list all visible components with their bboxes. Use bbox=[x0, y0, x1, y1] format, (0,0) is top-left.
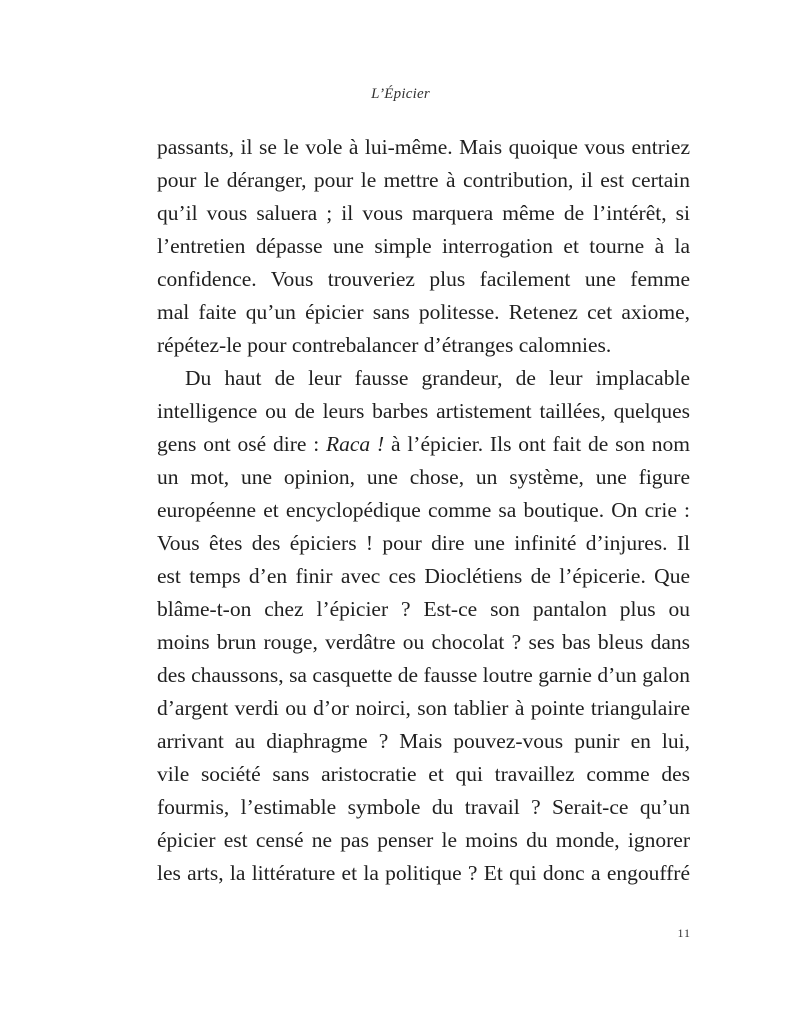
text-line: répétez-le pour contrebalancer d’étranges calomnies. bbox=[157, 333, 612, 357]
text-line: Vous êtes des épiciers ! pour dire une infinité d’injures. Il bbox=[157, 531, 690, 555]
text-line: européenne et encyclopédique comme sa boutique. On crie : bbox=[157, 498, 690, 522]
text-line: Du haut de leur fausse grandeur, de leur implacable bbox=[185, 366, 690, 390]
text-line: des chaussons, sa casquette de fausse loutre garnie d’un galon bbox=[157, 663, 690, 687]
text-line: les arts, la littérature et la politique ? Et qui donc a engouffré bbox=[157, 861, 690, 885]
page-number: 11 bbox=[677, 926, 691, 940]
text-line: intelligence ou de leurs barbes artistement taillées, quelques bbox=[157, 399, 690, 423]
text-line: confidence. Vous trouveriez plus facilement une femme bbox=[157, 267, 690, 291]
text-segment: à l’épicier. Ils ont fait de son nom bbox=[384, 432, 690, 456]
text-line: vile société sans aristocratie et qui travaillez comme des bbox=[157, 762, 690, 786]
text-line: blâme-t-on chez l’épicier ? Est-ce son pantalon plus ou bbox=[157, 597, 690, 621]
text-line: un mot, une opinion, une chose, un système, une figure bbox=[157, 465, 690, 489]
text-line: l’entretien dépasse une simple interrogation et tourne à la bbox=[157, 234, 690, 258]
text-line-with-italic bbox=[157, 428, 690, 461]
paragraph-2 bbox=[157, 362, 690, 890]
text-line: arrivant au diaphragme ? Mais pouvez-vous punir en lui, bbox=[157, 729, 690, 753]
text-line: mal faite qu’un épicier sans politesse. Retenez cet axiome, bbox=[157, 300, 690, 324]
text-line: d’argent verdi ou d’or noirci, son tablier à pointe triangulaire bbox=[157, 696, 690, 720]
text-line: épicier est censé ne pas penser le moins du monde, ignorer bbox=[157, 828, 690, 852]
italic-phrase: Raca ! bbox=[326, 432, 385, 456]
text-segment: gens ont osé dire : bbox=[157, 432, 326, 456]
text-line: est temps d’en finir avec ces Dioclétiens de l’épicerie. Que bbox=[157, 564, 690, 588]
text-line: pour le déranger, pour le mettre à contribution, il est certain bbox=[157, 168, 690, 192]
body-text bbox=[157, 131, 690, 890]
running-head: L’Épicier bbox=[371, 86, 430, 102]
text-line: passants, il se le vole à lui-même. Mais quoique vous entriez bbox=[157, 135, 690, 159]
text-line: fourmis, l’estimable symbole du travail ? Serait-ce qu’un bbox=[157, 795, 690, 819]
paragraph-1 bbox=[157, 131, 690, 362]
text-line: qu’il vous saluera ; il vous marquera même de l’intérêt, si bbox=[157, 201, 690, 225]
text-line: moins brun rouge, verdâtre ou chocolat ? ses bas bleus dans bbox=[157, 630, 690, 654]
